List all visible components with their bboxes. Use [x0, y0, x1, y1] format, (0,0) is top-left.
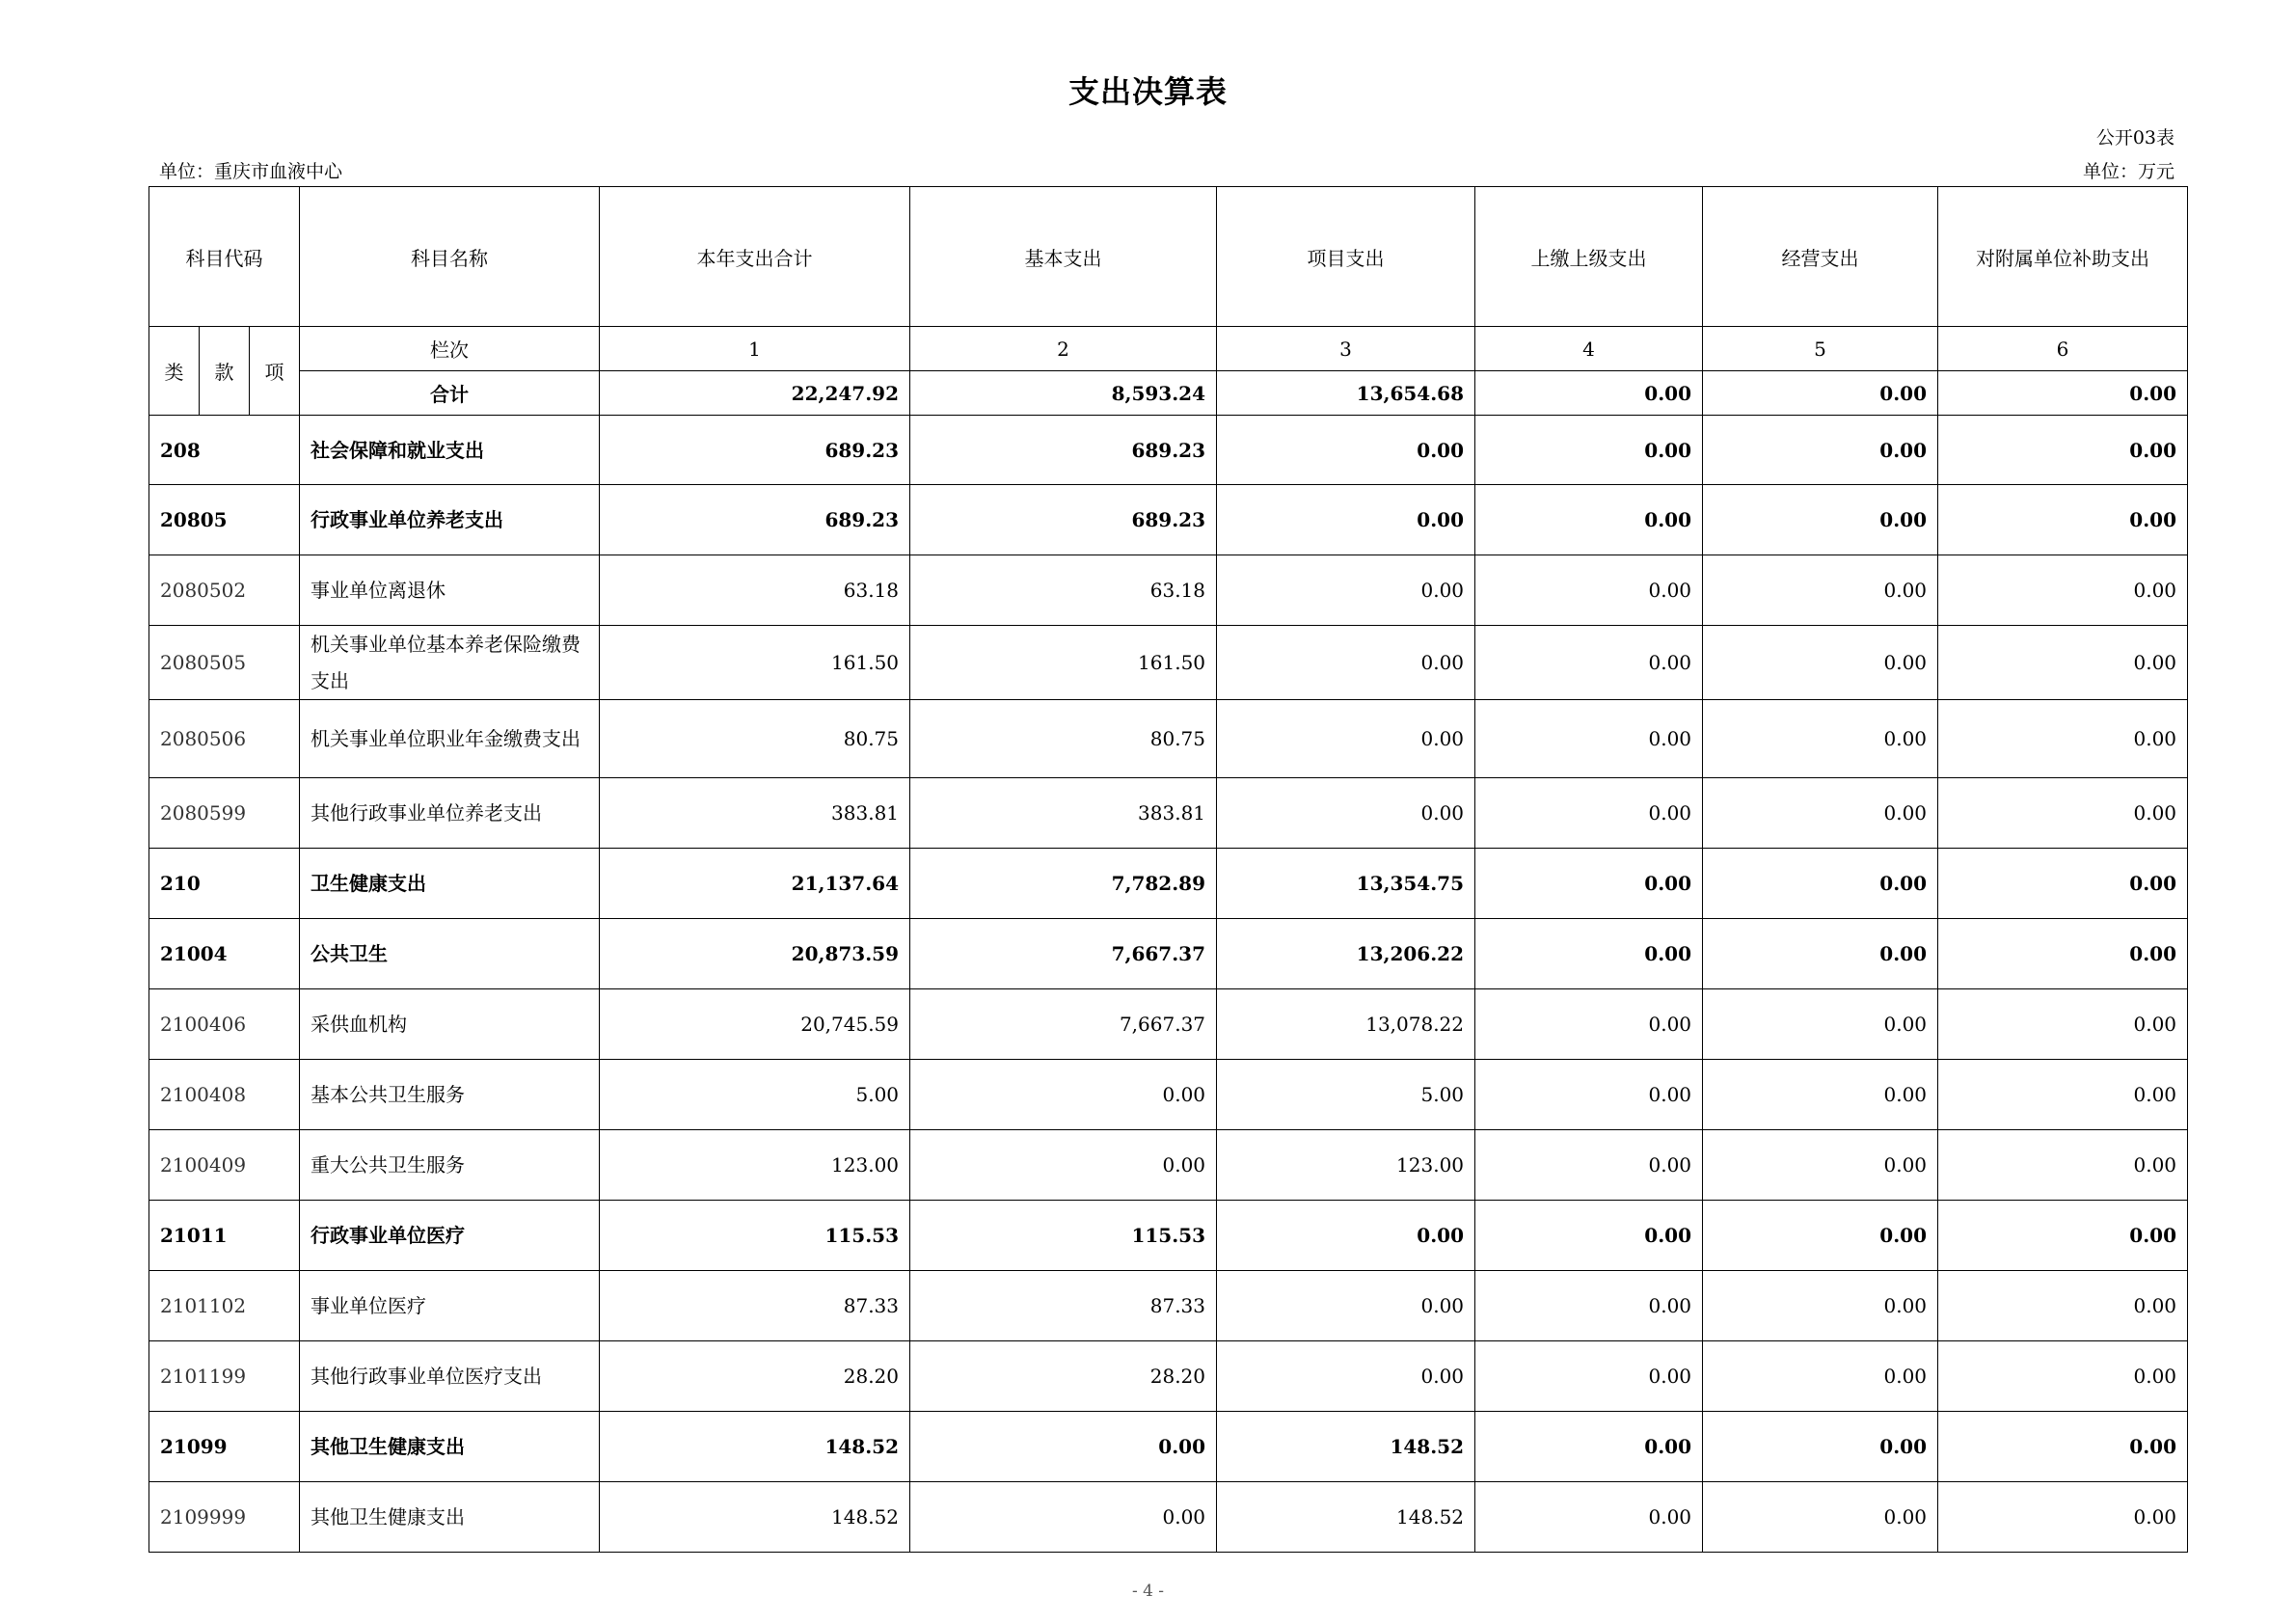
subject-name: 其他卫生健康支出 — [300, 1412, 600, 1482]
subject-code: 2100406 — [149, 989, 300, 1060]
value-col-4: 0.00 — [1475, 989, 1703, 1060]
value-col-2: 383.81 — [910, 778, 1217, 849]
total-value-1: 22,247.92 — [600, 371, 910, 416]
value-col-4: 0.00 — [1475, 1130, 1703, 1201]
value-col-3: 13,206.22 — [1217, 919, 1475, 989]
header-col-3: 项目支出 — [1217, 187, 1475, 327]
value-col-5: 0.00 — [1703, 1060, 1938, 1130]
subject-name: 事业单位医疗 — [300, 1271, 600, 1341]
value-col-2: 7,782.89 — [910, 849, 1217, 919]
value-col-6: 0.00 — [1938, 1201, 2188, 1271]
subject-code: 2109999 — [149, 1482, 300, 1553]
table-row — [149, 1482, 2188, 1553]
value-col-1: 87.33 — [600, 1271, 910, 1341]
value-col-2: 689.23 — [910, 485, 1217, 555]
value-col-3: 13,078.22 — [1217, 989, 1475, 1060]
value-col-1: 5.00 — [600, 1060, 910, 1130]
value-col-2: 161.50 — [910, 626, 1217, 700]
value-col-3: 13,354.75 — [1217, 849, 1475, 919]
subject-code: 2080502 — [149, 555, 300, 626]
table-row — [149, 1130, 2188, 1201]
header-lei: 类 — [149, 327, 200, 416]
header-col-4: 上缴上级支出 — [1475, 187, 1703, 327]
subject-code: 2080599 — [149, 778, 300, 849]
value-col-4: 0.00 — [1475, 1412, 1703, 1482]
value-col-4: 0.00 — [1475, 485, 1703, 555]
value-col-6: 0.00 — [1938, 1482, 2188, 1553]
header-kuan: 款 — [200, 327, 250, 416]
col-number-4: 4 — [1475, 327, 1703, 371]
value-col-2: 115.53 — [910, 1201, 1217, 1271]
value-col-1: 161.50 — [600, 626, 910, 700]
value-col-5: 0.00 — [1703, 1271, 1938, 1341]
value-col-6: 0.00 — [1938, 849, 2188, 919]
total-value-3: 13,654.68 — [1217, 371, 1475, 416]
total-value-6: 0.00 — [1938, 371, 2188, 416]
header-col-1: 本年支出合计 — [600, 187, 910, 327]
value-col-5: 0.00 — [1703, 1341, 1938, 1412]
value-col-2: 689.23 — [910, 416, 1217, 485]
table-row — [149, 416, 2188, 485]
value-col-1: 148.52 — [600, 1412, 910, 1482]
value-col-5: 0.00 — [1703, 416, 1938, 485]
value-col-2: 28.20 — [910, 1341, 1217, 1412]
value-col-2: 87.33 — [910, 1271, 1217, 1341]
value-col-4: 0.00 — [1475, 416, 1703, 485]
header-col-5: 经营支出 — [1703, 187, 1938, 327]
value-col-4: 0.00 — [1475, 1271, 1703, 1341]
value-col-5: 0.00 — [1703, 555, 1938, 626]
subject-name: 事业单位离退休 — [300, 555, 600, 626]
value-col-6: 0.00 — [1938, 1271, 2188, 1341]
value-col-1: 63.18 — [600, 555, 910, 626]
value-col-4: 0.00 — [1475, 849, 1703, 919]
table-row — [149, 1341, 2188, 1412]
value-col-4: 0.00 — [1475, 700, 1703, 778]
value-col-4: 0.00 — [1475, 1060, 1703, 1130]
subject-name: 其他卫生健康支出 — [300, 1482, 600, 1553]
col-number-1: 1 — [600, 327, 910, 371]
total-value-5: 0.00 — [1703, 371, 1938, 416]
subject-name: 公共卫生 — [300, 919, 600, 989]
table-row — [149, 1201, 2188, 1271]
value-col-5: 0.00 — [1703, 485, 1938, 555]
value-col-3: 0.00 — [1217, 485, 1475, 555]
table-row — [149, 849, 2188, 919]
value-col-3: 0.00 — [1217, 416, 1475, 485]
subject-name: 社会保障和就业支出 — [300, 416, 600, 485]
table-row — [149, 1060, 2188, 1130]
col-number-5: 5 — [1703, 327, 1938, 371]
table-row — [149, 1412, 2188, 1482]
total-row — [149, 371, 2188, 416]
subject-name: 行政事业单位医疗 — [300, 1201, 600, 1271]
table-row — [149, 1271, 2188, 1341]
value-col-4: 0.00 — [1475, 1341, 1703, 1412]
value-col-3: 0.00 — [1217, 1201, 1475, 1271]
value-col-2: 0.00 — [910, 1412, 1217, 1482]
value-col-1: 689.23 — [600, 416, 910, 485]
subject-code: 21004 — [149, 919, 300, 989]
subject-name: 机关事业单位基本养老保险缴费支出 — [300, 626, 600, 700]
value-col-1: 28.20 — [600, 1341, 910, 1412]
value-col-3: 0.00 — [1217, 700, 1475, 778]
value-col-1: 20,745.59 — [600, 989, 910, 1060]
subject-code: 2101102 — [149, 1271, 300, 1341]
subject-code: 2100408 — [149, 1060, 300, 1130]
header-lanci: 栏次 — [300, 327, 600, 371]
subject-code: 208 — [149, 416, 300, 485]
value-col-6: 0.00 — [1938, 485, 2188, 555]
total-value-4: 0.00 — [1475, 371, 1703, 416]
value-col-3: 0.00 — [1217, 778, 1475, 849]
expenditure-table — [149, 186, 2188, 1553]
value-col-1: 689.23 — [600, 485, 910, 555]
subject-name: 其他行政事业单位养老支出 — [300, 778, 600, 849]
value-col-2: 0.00 — [910, 1130, 1217, 1201]
header-row — [149, 187, 2188, 327]
value-col-2: 0.00 — [910, 1060, 1217, 1130]
value-col-6: 0.00 — [1938, 1130, 2188, 1201]
value-col-2: 63.18 — [910, 555, 1217, 626]
value-col-6: 0.00 — [1938, 989, 2188, 1060]
value-col-4: 0.00 — [1475, 1482, 1703, 1553]
value-col-3: 5.00 — [1217, 1060, 1475, 1130]
subject-name: 重大公共卫生服务 — [300, 1130, 600, 1201]
value-col-4: 0.00 — [1475, 1201, 1703, 1271]
subject-name: 行政事业单位养老支出 — [300, 485, 600, 555]
form-number: 公开03表 — [2095, 127, 2174, 149]
value-col-4: 0.00 — [1475, 555, 1703, 626]
value-col-6: 0.00 — [1938, 416, 2188, 485]
value-col-1: 123.00 — [600, 1130, 910, 1201]
value-col-1: 80.75 — [600, 700, 910, 778]
value-col-4: 0.00 — [1475, 626, 1703, 700]
value-col-3: 0.00 — [1217, 555, 1475, 626]
subject-code: 21011 — [149, 1201, 300, 1271]
value-col-3: 123.00 — [1217, 1130, 1475, 1201]
value-col-6: 0.00 — [1938, 1060, 2188, 1130]
value-col-5: 0.00 — [1703, 919, 1938, 989]
table-row — [149, 485, 2188, 555]
value-col-3: 148.52 — [1217, 1412, 1475, 1482]
header-name: 科目名称 — [300, 187, 600, 327]
subject-code: 2080505 — [149, 626, 300, 700]
value-col-5: 0.00 — [1703, 1130, 1938, 1201]
value-col-2: 80.75 — [910, 700, 1217, 778]
table-row — [149, 919, 2188, 989]
subject-name: 卫生健康支出 — [300, 849, 600, 919]
subject-name: 基本公共卫生服务 — [300, 1060, 600, 1130]
value-col-2: 7,667.37 — [910, 919, 1217, 989]
subject-name: 采供血机构 — [300, 989, 600, 1060]
value-col-5: 0.00 — [1703, 849, 1938, 919]
value-col-5: 0.00 — [1703, 1201, 1938, 1271]
table-row — [149, 989, 2188, 1060]
value-col-5: 0.00 — [1703, 989, 1938, 1060]
value-col-5: 0.00 — [1703, 1412, 1938, 1482]
value-col-3: 0.00 — [1217, 1271, 1475, 1341]
page-title: 支出决算表 — [1067, 73, 1228, 110]
total-label: 合计 — [300, 371, 600, 416]
value-col-4: 0.00 — [1475, 919, 1703, 989]
value-col-6: 0.00 — [1938, 700, 2188, 778]
table-row — [149, 700, 2188, 778]
value-col-2: 0.00 — [910, 1482, 1217, 1553]
value-col-4: 0.00 — [1475, 778, 1703, 849]
subject-code: 2100409 — [149, 1130, 300, 1201]
header-code: 科目代码 — [149, 187, 300, 327]
subject-name: 其他行政事业单位医疗支出 — [300, 1341, 600, 1412]
value-col-5: 0.00 — [1703, 1482, 1938, 1553]
header-col-6: 对附属单位补助支出 — [1938, 187, 2188, 327]
value-col-1: 148.52 — [600, 1482, 910, 1553]
subject-code: 2101199 — [149, 1341, 300, 1412]
subject-code: 20805 — [149, 485, 300, 555]
value-col-3: 0.00 — [1217, 1341, 1475, 1412]
unit-currency: 单位：万元 — [2082, 161, 2174, 182]
value-col-6: 0.00 — [1938, 1412, 2188, 1482]
col-number-6: 6 — [1938, 327, 2188, 371]
value-col-1: 20,873.59 — [600, 919, 910, 989]
subject-name: 机关事业单位职业年金缴费支出 — [300, 700, 600, 778]
total-value-2: 8,593.24 — [910, 371, 1217, 416]
table-row — [149, 626, 2188, 700]
value-col-1: 21,137.64 — [600, 849, 910, 919]
header-col-2: 基本支出 — [910, 187, 1217, 327]
value-col-5: 0.00 — [1703, 626, 1938, 700]
subject-code: 2080506 — [149, 700, 300, 778]
table-row — [149, 555, 2188, 626]
table-row — [149, 778, 2188, 849]
value-col-6: 0.00 — [1938, 626, 2188, 700]
column-number-row — [149, 327, 2188, 371]
col-number-2: 2 — [910, 327, 1217, 371]
value-col-6: 0.00 — [1938, 778, 2188, 849]
value-col-5: 0.00 — [1703, 700, 1938, 778]
value-col-6: 0.00 — [1938, 1341, 2188, 1412]
page-number: - 4 - — [1131, 1582, 1165, 1601]
subject-code: 21099 — [149, 1412, 300, 1482]
unit-organization: 单位：重庆市血液中心 — [159, 161, 343, 182]
value-col-6: 0.00 — [1938, 919, 2188, 989]
col-number-3: 3 — [1217, 327, 1475, 371]
value-col-1: 115.53 — [600, 1201, 910, 1271]
value-col-3: 0.00 — [1217, 626, 1475, 700]
value-col-6: 0.00 — [1938, 555, 2188, 626]
subject-code: 210 — [149, 849, 300, 919]
value-col-5: 0.00 — [1703, 778, 1938, 849]
header-xiang: 项 — [250, 327, 300, 416]
value-col-3: 148.52 — [1217, 1482, 1475, 1553]
value-col-1: 383.81 — [600, 778, 910, 849]
value-col-2: 7,667.37 — [910, 989, 1217, 1060]
